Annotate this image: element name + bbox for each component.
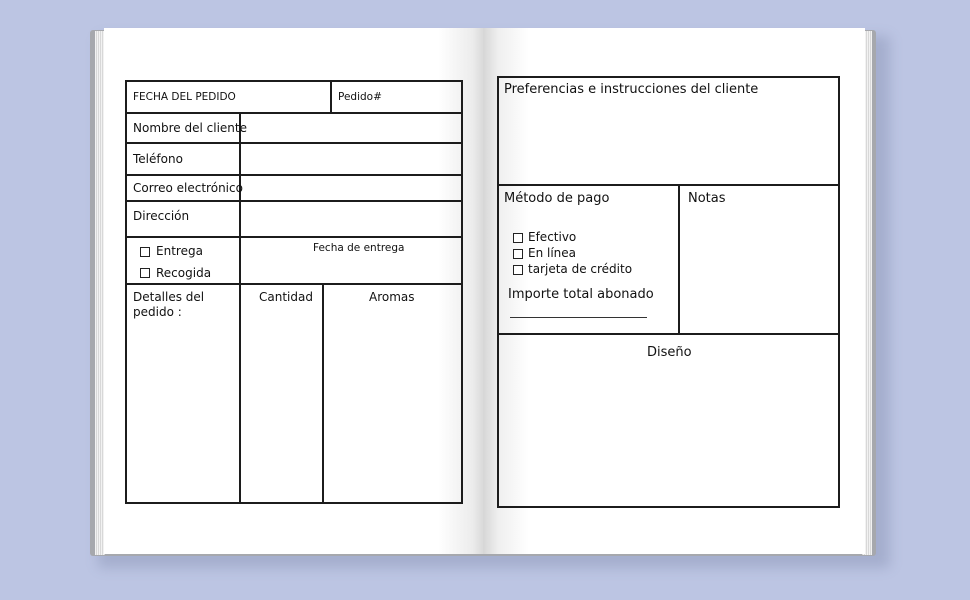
total-paid-label: Importe total abonado (508, 287, 654, 302)
preferences-label: Preferencias e instrucciones del cliente (504, 82, 759, 97)
row-divider (125, 236, 463, 238)
customer-name-label: Nombre del cliente (133, 121, 247, 135)
left-page (104, 28, 484, 554)
row-divider (125, 142, 463, 144)
notes-label: Notas (688, 191, 726, 206)
phone-label: Teléfono (133, 152, 183, 166)
delivery-checkbox[interactable] (140, 247, 150, 257)
col-divider (322, 283, 324, 504)
online-checkbox[interactable] (513, 249, 523, 259)
cash-checkbox[interactable] (513, 233, 523, 243)
payment-option-online: En línea (528, 246, 577, 260)
order-number-label: Pedido# (338, 91, 382, 103)
design-label: Diseño (647, 345, 692, 360)
order-date-label: FECHA DEL PEDIDO (133, 91, 236, 103)
col-divider (330, 80, 332, 113)
order-details-label-line2: pedido : (133, 305, 182, 319)
email-label: Correo electrónico (133, 181, 243, 195)
address-label: Dirección (133, 209, 190, 223)
section-divider (497, 184, 840, 186)
section-divider (678, 184, 680, 334)
col-divider (239, 112, 241, 504)
row-divider (125, 112, 463, 114)
flavors-label: Aromas (369, 290, 415, 304)
payment-option-cash: Efectivo (528, 230, 577, 244)
section-divider (497, 333, 840, 335)
row-divider (125, 174, 463, 176)
row-divider (125, 283, 463, 285)
credit-card-checkbox[interactable] (513, 265, 523, 275)
delivery-option-label: Entrega (156, 244, 203, 258)
quantity-label: Cantidad (259, 290, 313, 304)
total-paid-field[interactable] (510, 317, 647, 318)
order-details-label-line1: Detalles del (133, 290, 205, 304)
pickup-checkbox[interactable] (140, 268, 150, 278)
payment-method-label: Método de pago (504, 191, 610, 206)
delivery-date-label: Fecha de entrega (313, 242, 405, 254)
row-divider (125, 200, 463, 202)
payment-option-credit-card: tarjeta de crédito (528, 262, 633, 276)
right-page (483, 28, 865, 554)
pickup-option-label: Recogida (156, 266, 212, 280)
